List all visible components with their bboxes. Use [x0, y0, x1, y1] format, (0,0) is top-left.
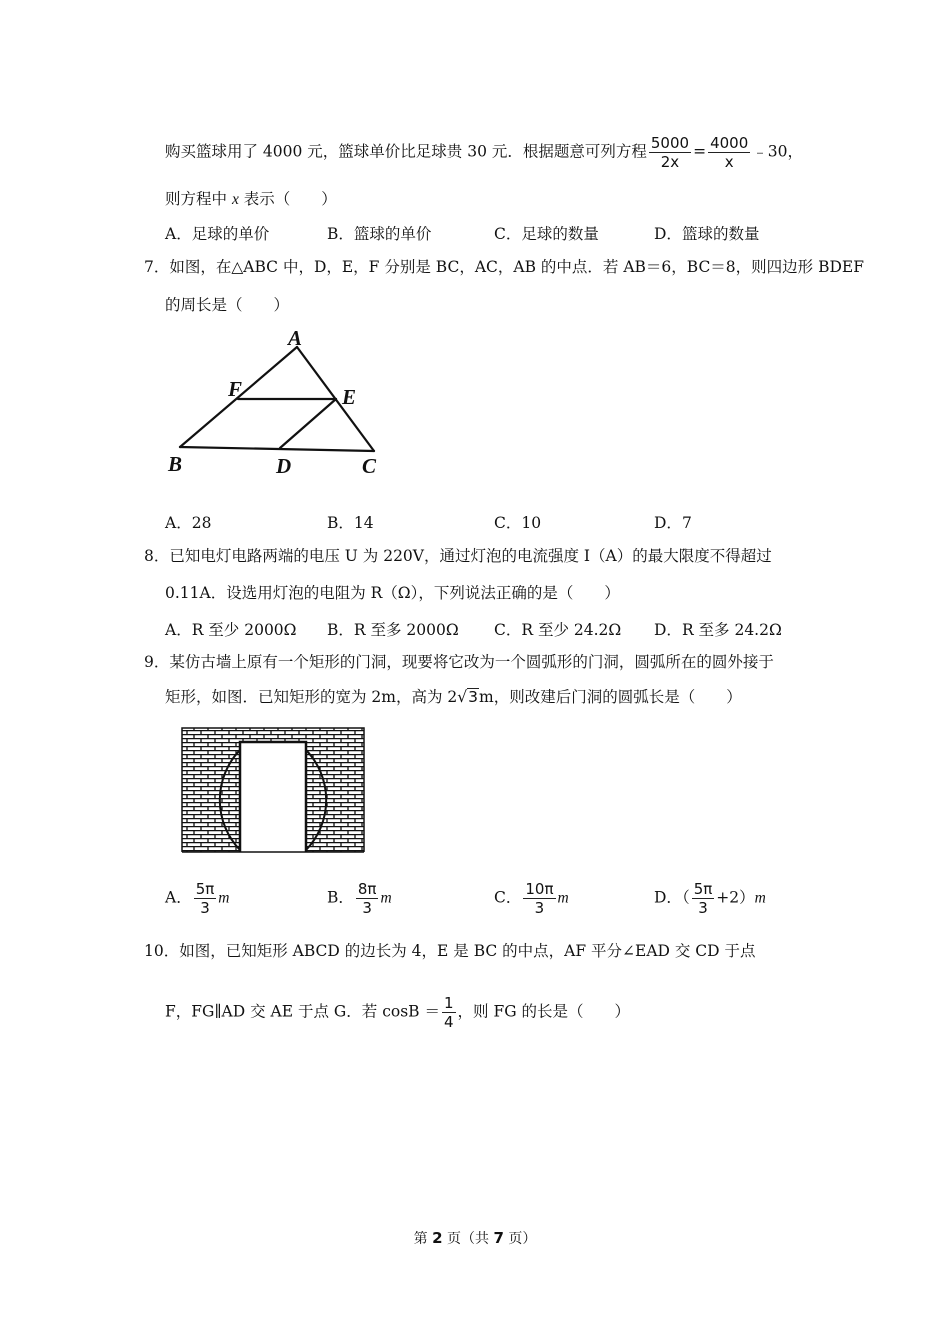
option-key: A． — [165, 621, 192, 639]
option-text: 28 — [191, 514, 212, 532]
label-a: A — [288, 326, 303, 350]
option-unit: m — [557, 889, 569, 907]
label-f: F — [228, 377, 243, 401]
option-unit: m — [754, 889, 766, 907]
option-fraction — [692, 880, 715, 917]
label-d: D — [276, 454, 292, 478]
option-text: R 至少 24.2Ω — [521, 621, 622, 639]
fraction-numerator: 4000 — [710, 134, 749, 152]
option-fraction — [356, 880, 379, 917]
fraction-numerator: 5000 — [650, 134, 690, 152]
q9-option-d[interactable] — [654, 880, 766, 917]
q8-line1: 8．已知电灯电路两端的电压 U 为 220V，通过灯泡的电流强度 I（A）的最大限度不得超过 — [144, 547, 772, 565]
option-key: A． — [165, 888, 192, 907]
q7-triangle-figure — [160, 325, 390, 480]
q7-line2: 的周长是（ ） — [165, 296, 290, 314]
option-key: C． — [494, 225, 522, 243]
option-text: 足球的单价 — [191, 225, 270, 243]
page-total: 7 — [493, 1229, 504, 1247]
q8-option-d[interactable] — [654, 618, 782, 640]
option-key: C． — [494, 621, 522, 639]
q6-line1 — [165, 134, 803, 171]
segment-bc — [180, 447, 374, 451]
option-unit: m — [218, 889, 230, 907]
footer-mid: 页（共 — [442, 1231, 494, 1247]
q9-line2-post: m，则改建后门洞的圆弧长是（ ） — [479, 688, 742, 706]
q6-line2-pre: 则方程中 — [165, 190, 232, 208]
q9-line2-pre: 矩形，如图．已知矩形的宽为 2m，高为 2 — [165, 688, 458, 706]
label-b: B — [168, 452, 183, 476]
option-text: R 至多 24.2Ω — [681, 621, 782, 639]
sqrt-radicand: 3 — [468, 688, 479, 706]
q6-option-c[interactable] — [494, 222, 599, 244]
footer-post: 页） — [503, 1231, 537, 1247]
footer-pre: 第 — [413, 1231, 433, 1247]
option-key: C． — [494, 888, 522, 907]
option-text: 足球的数量 — [521, 225, 599, 243]
q10-line1: 10．如图，已知矩形 ABCD 的边长为 4，E 是 BC 的中点，AF 平分∠EAD 交 CD 于点 — [144, 942, 756, 960]
q9-option-a[interactable] — [165, 880, 229, 917]
option-text: R 至多 2000Ω — [353, 621, 459, 639]
q8-option-a[interactable] — [165, 618, 297, 640]
fraction-numerator: 8π — [357, 880, 377, 898]
option-key: B． — [327, 514, 354, 532]
q9-line1: 9．某仿古墙上原有一个矩形的门洞，现要将它改为一个圆弧形的门洞，圆弧所在的圆外接于 — [144, 653, 774, 671]
q6-text: 购买篮球用了 4000 元，篮球单价比足球贵 30 元．根据题意可列方程 — [165, 142, 647, 161]
fraction-denominator: 3 — [698, 899, 708, 917]
q6-option-b[interactable] — [327, 222, 431, 244]
page-footer — [0, 1228, 950, 1248]
q6-line2 — [165, 188, 337, 211]
option-text: 7 — [681, 514, 692, 532]
q6-line2-post: 表示（ ） — [238, 190, 337, 208]
segment-ed — [280, 399, 336, 448]
sqrt-sign: √ — [457, 688, 468, 706]
q6-variable: x — [231, 191, 239, 208]
option-key: D． — [654, 888, 682, 907]
option-key: A． — [165, 225, 192, 243]
option-key: B． — [327, 621, 354, 639]
q10-line2 — [165, 994, 630, 1031]
fraction-denominator: 3 — [362, 899, 372, 917]
fraction-numerator: 5π — [195, 880, 215, 898]
fraction-denominator: x — [724, 153, 734, 171]
option-post: +2） — [716, 888, 755, 907]
q8-option-b[interactable] — [327, 618, 459, 640]
q6-fraction-2 — [708, 134, 750, 171]
q8-line2: 0.11A．设选用灯泡的电阻为 R（Ω），下列说法正确的是（ ） — [165, 584, 620, 602]
q9-option-b[interactable] — [327, 880, 392, 917]
q9-brick-wall-figure — [170, 722, 370, 867]
option-key: D． — [654, 514, 682, 532]
q6-option-a[interactable] — [165, 222, 269, 244]
q10-fraction — [442, 994, 456, 1031]
fraction-denominator: 4 — [443, 1013, 454, 1031]
q7-option-c[interactable] — [494, 511, 541, 533]
option-text: R 至少 2000Ω — [191, 621, 297, 639]
option-key: B． — [327, 888, 354, 907]
q6-fraction-1 — [649, 134, 691, 171]
label-c: C — [362, 454, 377, 478]
q7-line1: 7．如图，在△ABC 中，D，E，F 分别是 BC，AC，AB 的中点．若 AB＝6，BC＝8，则四边形 BDEF — [144, 258, 864, 276]
fraction-denominator: 3 — [534, 899, 545, 917]
option-text: 14 — [353, 514, 374, 532]
q7-option-a[interactable] — [165, 511, 211, 533]
option-text: 篮球的单价 — [353, 225, 432, 243]
option-fraction — [194, 880, 217, 917]
option-key: C． — [494, 514, 522, 532]
fraction-denominator: 2x — [660, 153, 680, 171]
option-pre: （ — [681, 888, 690, 907]
q6-tail: ﹣30， — [752, 142, 803, 161]
option-text: 篮球的数量 — [681, 225, 760, 243]
option-unit: m — [380, 889, 392, 907]
option-key: B． — [327, 225, 354, 243]
fraction-numerator: 5π — [693, 880, 713, 898]
option-key: D． — [654, 621, 682, 639]
equals-sign: = — [693, 142, 707, 161]
option-text: 10 — [521, 514, 542, 532]
label-e: E — [342, 385, 357, 409]
option-key: D． — [654, 225, 682, 243]
option-fraction — [523, 880, 555, 917]
q10-line2-post: ，则 FG 的长是（ ） — [457, 1002, 631, 1021]
fraction-numerator: 1 — [443, 994, 454, 1012]
fraction-denominator: 3 — [200, 899, 210, 917]
option-key: A． — [165, 514, 192, 532]
q9-line2 — [165, 686, 742, 708]
q10-line2-pre: F，FG∥AD 交 AE 于点 G．若 cosB ＝ — [165, 1002, 440, 1021]
fraction-numerator: 10π — [525, 880, 554, 898]
door-opening — [240, 742, 306, 854]
q8-option-c[interactable] — [494, 618, 621, 640]
q9-option-c[interactable] — [494, 880, 569, 917]
q7-option-b[interactable] — [327, 511, 374, 533]
q7-option-d[interactable] — [654, 511, 692, 533]
q6-option-d[interactable] — [654, 222, 759, 244]
page-number: 2 — [432, 1229, 443, 1247]
